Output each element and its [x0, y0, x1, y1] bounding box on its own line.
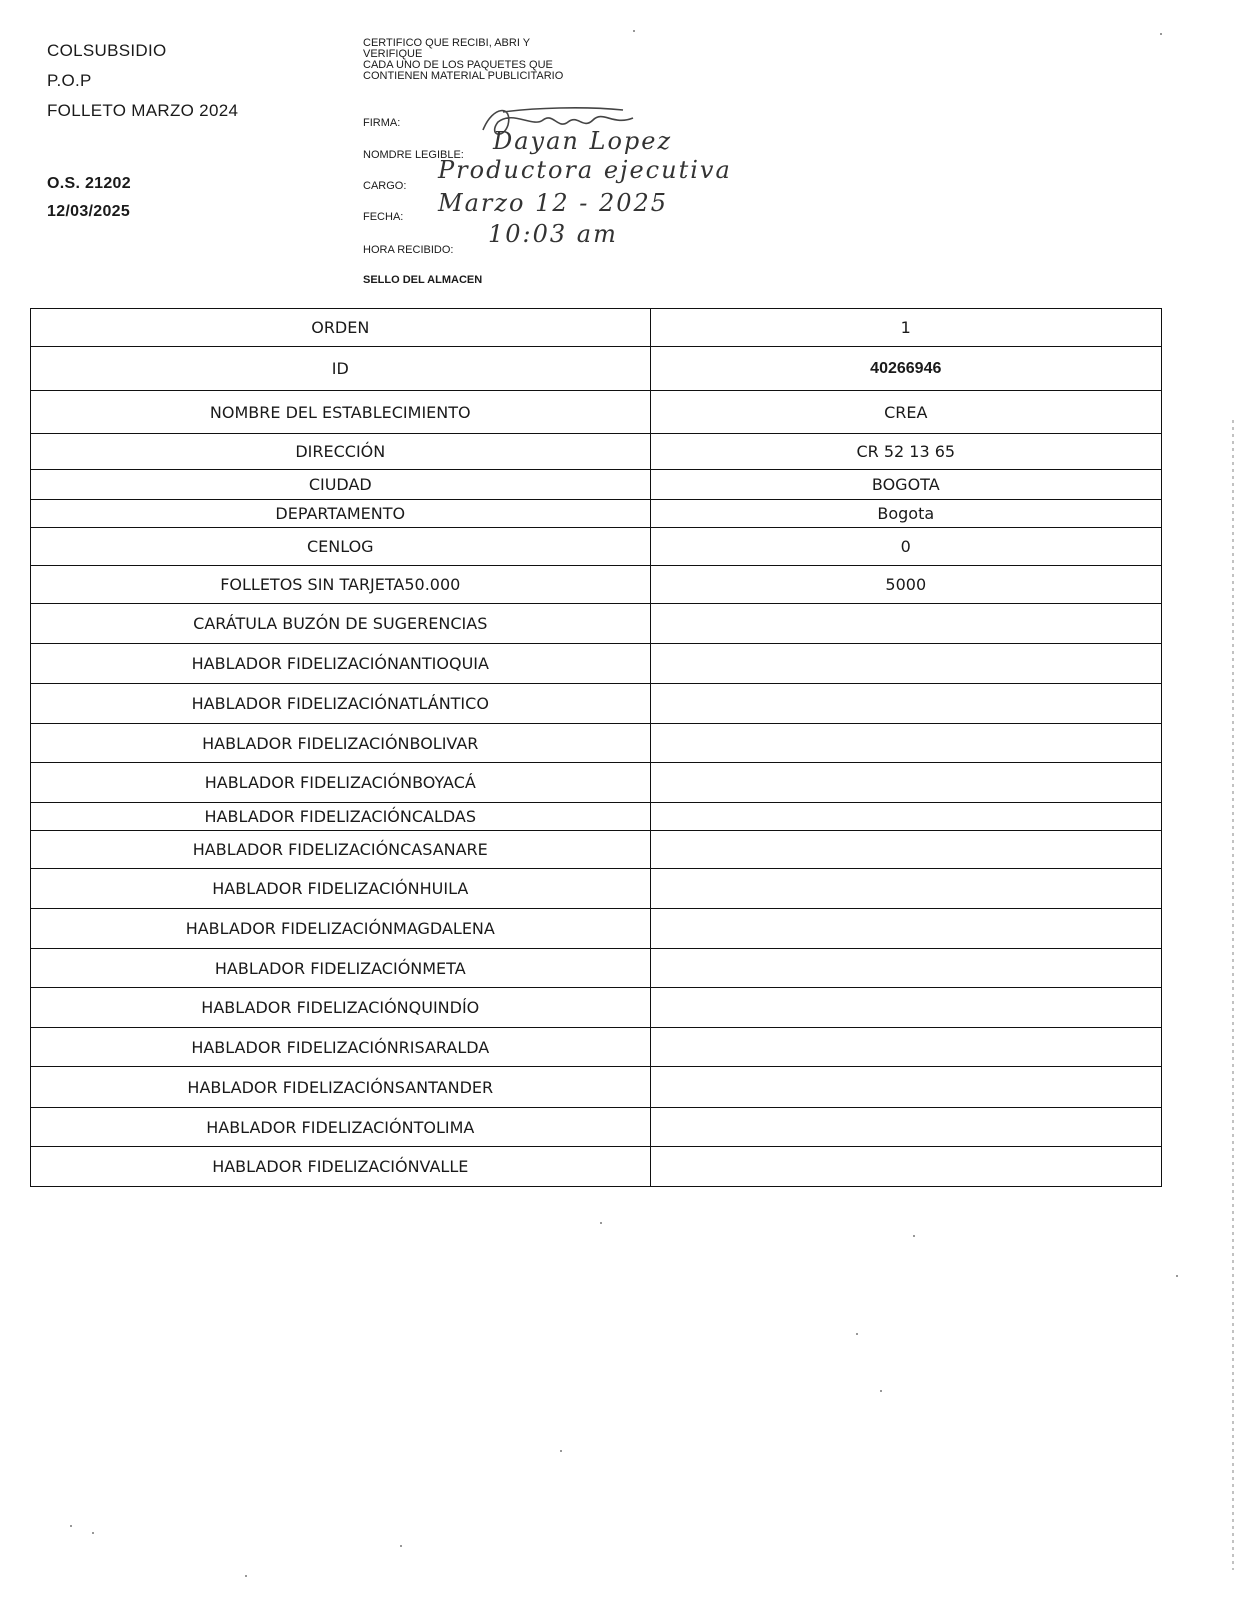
- cargo-value: Productora ejecutiva: [438, 156, 732, 184]
- row-label: HABLADOR FIDELIZACIÓNSANTANDER: [31, 1067, 651, 1108]
- scan-speck: [633, 30, 635, 32]
- scan-speck: [1176, 1275, 1178, 1277]
- table-row: [31, 763, 1162, 803]
- row-label: HABLADOR FIDELIZACIÓNMAGDALENA: [31, 909, 651, 949]
- table-row: [31, 391, 1162, 434]
- company-name: COLSUBSIDIO: [47, 41, 167, 60]
- pop-label: P.O.P: [47, 71, 92, 90]
- table-row: [31, 803, 1162, 831]
- row-label: HABLADOR FIDELIZACIÓNBOYACÁ: [31, 763, 651, 803]
- row-value: [650, 869, 1161, 909]
- table-row: [31, 988, 1162, 1028]
- row-value: [650, 604, 1161, 644]
- table-row: [31, 604, 1162, 644]
- table-row: [31, 1067, 1162, 1108]
- row-value: 5000: [650, 566, 1161, 604]
- row-value: CR 52 13 65: [650, 434, 1161, 470]
- fecha-label: FECHA:: [363, 211, 404, 223]
- row-label: HABLADOR FIDELIZACIÓNTOLIMA: [31, 1108, 651, 1147]
- table-row: [31, 1028, 1162, 1067]
- row-label: HABLADOR FIDELIZACIÓNCALDAS: [31, 803, 651, 831]
- scan-speck: [245, 1575, 247, 1577]
- row-label: ID: [31, 347, 651, 391]
- row-value: CREA: [650, 391, 1161, 434]
- table-row: [31, 309, 1162, 347]
- row-value: BOGOTA: [650, 470, 1161, 500]
- certification-statement: [363, 38, 653, 82]
- row-value: 40266946: [650, 347, 1161, 391]
- row-label: CENLOG: [31, 528, 651, 566]
- table-row: [31, 470, 1162, 500]
- row-value: 1: [650, 309, 1161, 347]
- row-label: ORDEN: [31, 309, 651, 347]
- table-row: [31, 949, 1162, 988]
- order-info: [47, 170, 131, 226]
- table-row: [31, 644, 1162, 684]
- statement-line: CERTIFICO QUE RECIBI, ABRI Y: [363, 37, 531, 49]
- table-row: [31, 528, 1162, 566]
- fecha-value: Marzo 12 - 2025: [438, 189, 669, 217]
- row-value: [650, 949, 1161, 988]
- row-value: Bogota: [650, 500, 1161, 528]
- statement-line: CADA UNO DE LOS PAQUETES QUE: [363, 59, 553, 71]
- row-label: HABLADOR FIDELIZACIÓNANTIOQUIA: [31, 644, 651, 684]
- scan-edge-artifact: [1232, 420, 1234, 1570]
- table-row: [31, 566, 1162, 604]
- row-label: HABLADOR FIDELIZACIÓNVALLE: [31, 1147, 651, 1187]
- scan-speck: [400, 1545, 402, 1547]
- hora-label: HORA RECIBIDO:: [363, 244, 454, 256]
- scan-speck: [856, 1333, 858, 1335]
- inventory-table: [30, 308, 1162, 1187]
- sello-label: SELLO DEL ALMACEN: [363, 274, 483, 286]
- hora-value: 10:03 am: [488, 220, 618, 248]
- certification-block: [363, 37, 732, 256]
- order-date: 12/03/2025: [47, 203, 131, 220]
- scan-speck: [1160, 33, 1162, 35]
- firma-label: FIRMA:: [363, 117, 401, 129]
- table-row: [31, 684, 1162, 724]
- statement-line: VERIFIQUE: [363, 48, 423, 60]
- row-label: HABLADOR FIDELIZACIÓNHUILA: [31, 869, 651, 909]
- row-label: HABLADOR FIDELIZACIÓNMETA: [31, 949, 651, 988]
- row-label: FOLLETOS SIN TARJETA50.000: [31, 566, 651, 604]
- row-label: HABLADOR FIDELIZACIÓNBOLIVAR: [31, 724, 651, 763]
- table-row: [31, 909, 1162, 949]
- table-row: [31, 434, 1162, 470]
- nombre-label: NOMDRE LEGIBLE:: [363, 149, 464, 161]
- row-value: 0: [650, 528, 1161, 566]
- row-value: [650, 1028, 1161, 1067]
- scan-speck: [70, 1525, 72, 1527]
- row-value: [650, 831, 1161, 869]
- row-label: DIRECCIÓN: [31, 434, 651, 470]
- scan-speck: [600, 1222, 602, 1224]
- table-row: [31, 724, 1162, 763]
- scan-speck: [92, 1532, 94, 1534]
- row-value: [650, 684, 1161, 724]
- row-label: HABLADOR FIDELIZACIÓNRISARALDA: [31, 1028, 651, 1067]
- row-value: [650, 988, 1161, 1028]
- scan-speck: [880, 1390, 882, 1392]
- statement-line: CONTIENEN MATERIAL PUBLICITARIO: [363, 70, 564, 82]
- scan-speck: [560, 1450, 562, 1452]
- order-number: O.S. 21202: [47, 175, 131, 192]
- row-value: [650, 763, 1161, 803]
- row-value: [650, 803, 1161, 831]
- table-row: [31, 1108, 1162, 1147]
- scan-speck: [913, 1235, 915, 1237]
- row-label: CIUDAD: [31, 470, 651, 500]
- nombre-value: Dayan Lopez: [493, 127, 673, 155]
- row-label: HABLADOR FIDELIZACIÓNQUINDÍO: [31, 988, 651, 1028]
- row-value: [650, 724, 1161, 763]
- row-value: [650, 1108, 1161, 1147]
- row-value: [650, 1147, 1161, 1187]
- table-row: [31, 831, 1162, 869]
- row-label: DEPARTAMENTO: [31, 500, 651, 528]
- table-row: [31, 1147, 1162, 1187]
- cargo-label: CARGO:: [363, 180, 407, 192]
- table-row: [31, 500, 1162, 528]
- table-row: [31, 869, 1162, 909]
- row-label: HABLADOR FIDELIZACIÓNATLÁNTICO: [31, 684, 651, 724]
- row-label: CARÁTULA BUZÓN DE SUGERENCIAS: [31, 604, 651, 644]
- row-label: NOMBRE DEL ESTABLECIMIENTO: [31, 391, 651, 434]
- folleto-title: FOLLETO MARZO 2024: [47, 101, 239, 120]
- row-value: [650, 644, 1161, 684]
- header-info: [47, 36, 239, 220]
- table-row: [31, 347, 1162, 391]
- row-value: [650, 1067, 1161, 1108]
- row-value: [650, 909, 1161, 949]
- row-label: HABLADOR FIDELIZACIÓNCASANARE: [31, 831, 651, 869]
